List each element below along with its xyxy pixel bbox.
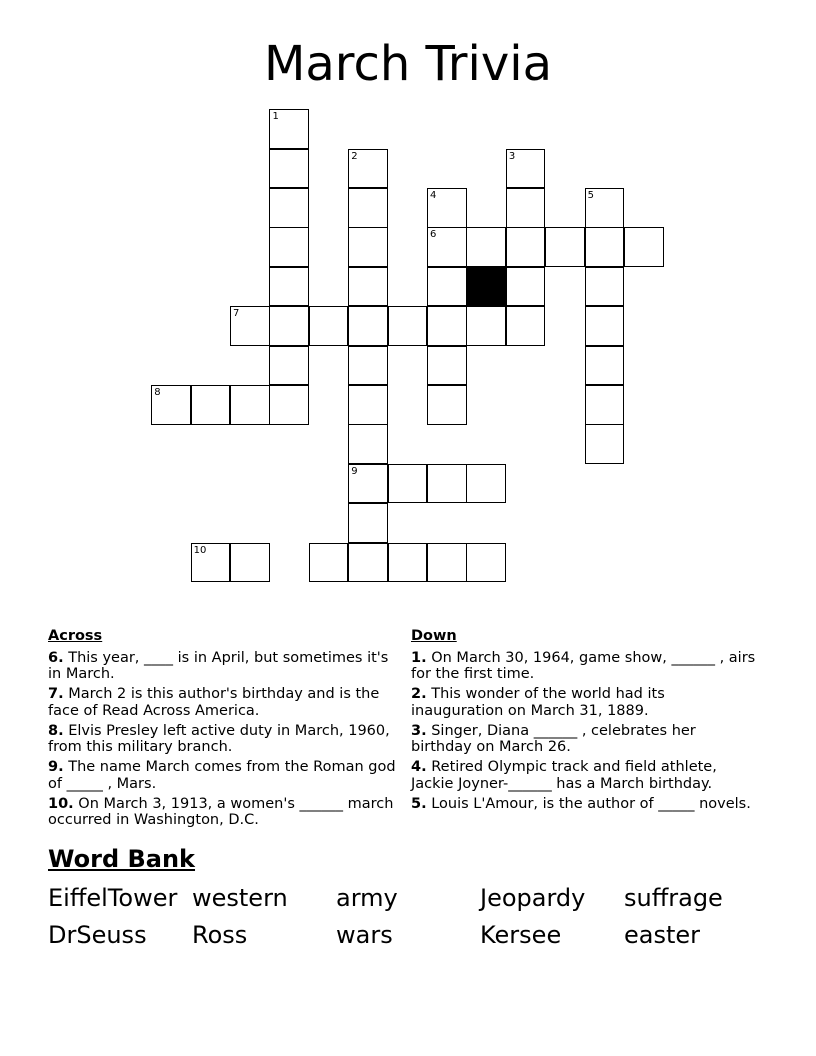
crossword-cell[interactable] xyxy=(348,267,388,307)
clue-across-9 xyxy=(48,759,396,792)
crossword-cell[interactable] xyxy=(348,306,388,346)
cell-number: 1 xyxy=(272,111,279,123)
clue-text: Louis L'Amour, is the author of _____ novels. xyxy=(431,795,751,812)
clue-down-4 xyxy=(411,759,759,792)
cell-number: 6 xyxy=(430,229,437,241)
crossword-grid xyxy=(152,110,664,584)
crossword-cell[interactable] xyxy=(466,543,506,583)
crossword-cell[interactable] xyxy=(348,464,388,504)
clue-text: March 2 is this author's birthday and is the face of Read Across America. xyxy=(48,686,380,719)
crossword-cell[interactable] xyxy=(388,464,428,504)
crossword-cell[interactable] xyxy=(466,464,506,504)
crossword-cell[interactable] xyxy=(191,543,231,583)
crossword-cell[interactable] xyxy=(585,306,625,346)
clue-across-6 xyxy=(48,650,396,683)
clue-number: 2. xyxy=(411,686,427,702)
crossword-cell[interactable] xyxy=(585,346,625,386)
crossword-cell[interactable] xyxy=(585,188,625,228)
word-bank-word: wars xyxy=(336,921,393,949)
clue-text: On March 3, 1913, a women's ______ march occurred in Washington, D.C. xyxy=(48,795,394,828)
word-bank-word: army xyxy=(336,884,398,912)
clue-across-7 xyxy=(48,686,396,719)
crossword-cell[interactable] xyxy=(427,306,467,346)
crossword-cell[interactable] xyxy=(269,267,309,307)
crossword-cell[interactable] xyxy=(269,109,309,149)
crossword-cell[interactable] xyxy=(191,385,231,425)
clue-down-3 xyxy=(411,723,759,756)
word-bank-word: Ross xyxy=(192,921,248,949)
clue-down-5 xyxy=(411,796,759,813)
crossword-cell[interactable] xyxy=(348,227,388,267)
crossword-cell[interactable] xyxy=(151,385,191,425)
word-bank-word: DrSeuss xyxy=(48,921,147,949)
crossword-cell[interactable] xyxy=(585,227,625,267)
crossword-cell[interactable] xyxy=(427,385,467,425)
clue-number: 8. xyxy=(48,722,64,739)
crossword-cell[interactable] xyxy=(348,188,388,228)
clue-number: 9. xyxy=(48,759,64,775)
crossword-cell[interactable] xyxy=(269,149,309,189)
crossword-cell[interactable] xyxy=(348,346,388,386)
crossword-cell[interactable] xyxy=(585,385,625,425)
word-bank-word: Kersee xyxy=(480,921,562,949)
across-heading: Across xyxy=(48,628,103,644)
word-bank-word: Jeopardy xyxy=(480,884,586,912)
cell-number: 9 xyxy=(351,465,358,477)
crossword-cell[interactable] xyxy=(585,267,625,307)
clue-text: Singer, Diana ______ , celebrates her birthday on March 26. xyxy=(411,722,696,755)
cell-number: 8 xyxy=(154,387,161,399)
puzzle-title: March Trivia xyxy=(263,36,553,92)
crossword-cell[interactable] xyxy=(348,424,388,464)
crossword-cell[interactable] xyxy=(427,346,467,386)
word-bank-word: EiffelTower xyxy=(48,884,178,912)
crossword-cell[interactable] xyxy=(269,227,309,267)
crossword-cell[interactable] xyxy=(269,306,309,346)
crossword-cell[interactable] xyxy=(506,227,546,267)
crossword-cell[interactable] xyxy=(427,188,467,228)
clue-number: 6. xyxy=(48,649,64,666)
crossword-cell[interactable] xyxy=(309,306,349,346)
crossword-cell[interactable] xyxy=(506,149,546,189)
crossword-cell[interactable] xyxy=(506,306,546,346)
down-clues xyxy=(411,628,759,816)
cell-number: 4 xyxy=(430,190,437,202)
cell-number: 10 xyxy=(193,544,207,556)
clue-text: Retired Olympic track and field athlete, Jackie Joyner-______ has a March birthday. xyxy=(411,759,717,792)
black-square xyxy=(466,267,506,307)
word-bank-word: western xyxy=(192,884,288,912)
across-clues xyxy=(48,628,396,832)
crossword-cell[interactable] xyxy=(388,306,428,346)
crossword-cell[interactable] xyxy=(348,543,388,583)
clue-text: This wonder of the world had its inauguration on March 31, 1889. xyxy=(411,686,665,719)
crossword-cell[interactable] xyxy=(388,543,428,583)
crossword-cell[interactable] xyxy=(427,267,467,307)
crossword-cell[interactable] xyxy=(585,424,625,464)
word-bank-title: Word Bank xyxy=(48,845,196,873)
word-bank-word: easter xyxy=(624,921,701,949)
clue-number: 7. xyxy=(48,686,64,702)
clue-number: 5. xyxy=(411,795,427,812)
crossword-cell[interactable] xyxy=(624,227,664,267)
crossword-cell[interactable] xyxy=(466,306,506,346)
crossword-cell[interactable] xyxy=(427,464,467,504)
crossword-cell[interactable] xyxy=(427,543,467,583)
clue-number: 4. xyxy=(411,759,427,775)
crossword-cell[interactable] xyxy=(230,385,270,425)
clue-across-8 xyxy=(48,723,396,756)
crossword-cell[interactable] xyxy=(348,503,388,543)
crossword-cell[interactable] xyxy=(269,346,309,386)
clue-number: 10. xyxy=(48,795,74,812)
crossword-cell[interactable] xyxy=(545,227,585,267)
down-heading: Down xyxy=(411,628,457,644)
cell-number: 7 xyxy=(233,308,240,320)
clue-number: 3. xyxy=(411,722,427,739)
cell-number: 5 xyxy=(587,190,595,202)
crossword-cell[interactable] xyxy=(466,227,506,267)
crossword-cell[interactable] xyxy=(506,188,546,228)
word-bank-word: suffrage xyxy=(624,884,723,912)
clue-number: 1. xyxy=(411,649,427,666)
clue-down-2 xyxy=(411,686,759,719)
clue-down-1 xyxy=(411,650,759,683)
cell-number: 3 xyxy=(508,150,516,162)
clue-text: On March 30, 1964, game show, ______ , airs for the first time. xyxy=(411,649,756,682)
crossword-cell[interactable] xyxy=(348,149,388,189)
crossword-cell[interactable] xyxy=(348,385,388,425)
crossword-cell[interactable] xyxy=(230,306,270,346)
clue-text: The name March comes from the Roman god of _____ , Mars. xyxy=(48,759,396,792)
clue-across-10 xyxy=(48,796,396,829)
crossword-cell[interactable] xyxy=(230,543,270,583)
crossword-cell[interactable] xyxy=(269,385,309,425)
crossword-cell[interactable] xyxy=(269,188,309,228)
crossword-cell[interactable] xyxy=(506,267,546,307)
clue-text: Elvis Presley left active duty in March, 1960, from this military branch. xyxy=(48,722,390,755)
cell-number: 2 xyxy=(351,150,358,162)
crossword-cell[interactable] xyxy=(427,227,467,267)
clue-text: This year, ____ is in April, but sometimes it's in March. xyxy=(48,649,389,682)
crossword-cell[interactable] xyxy=(309,543,349,583)
